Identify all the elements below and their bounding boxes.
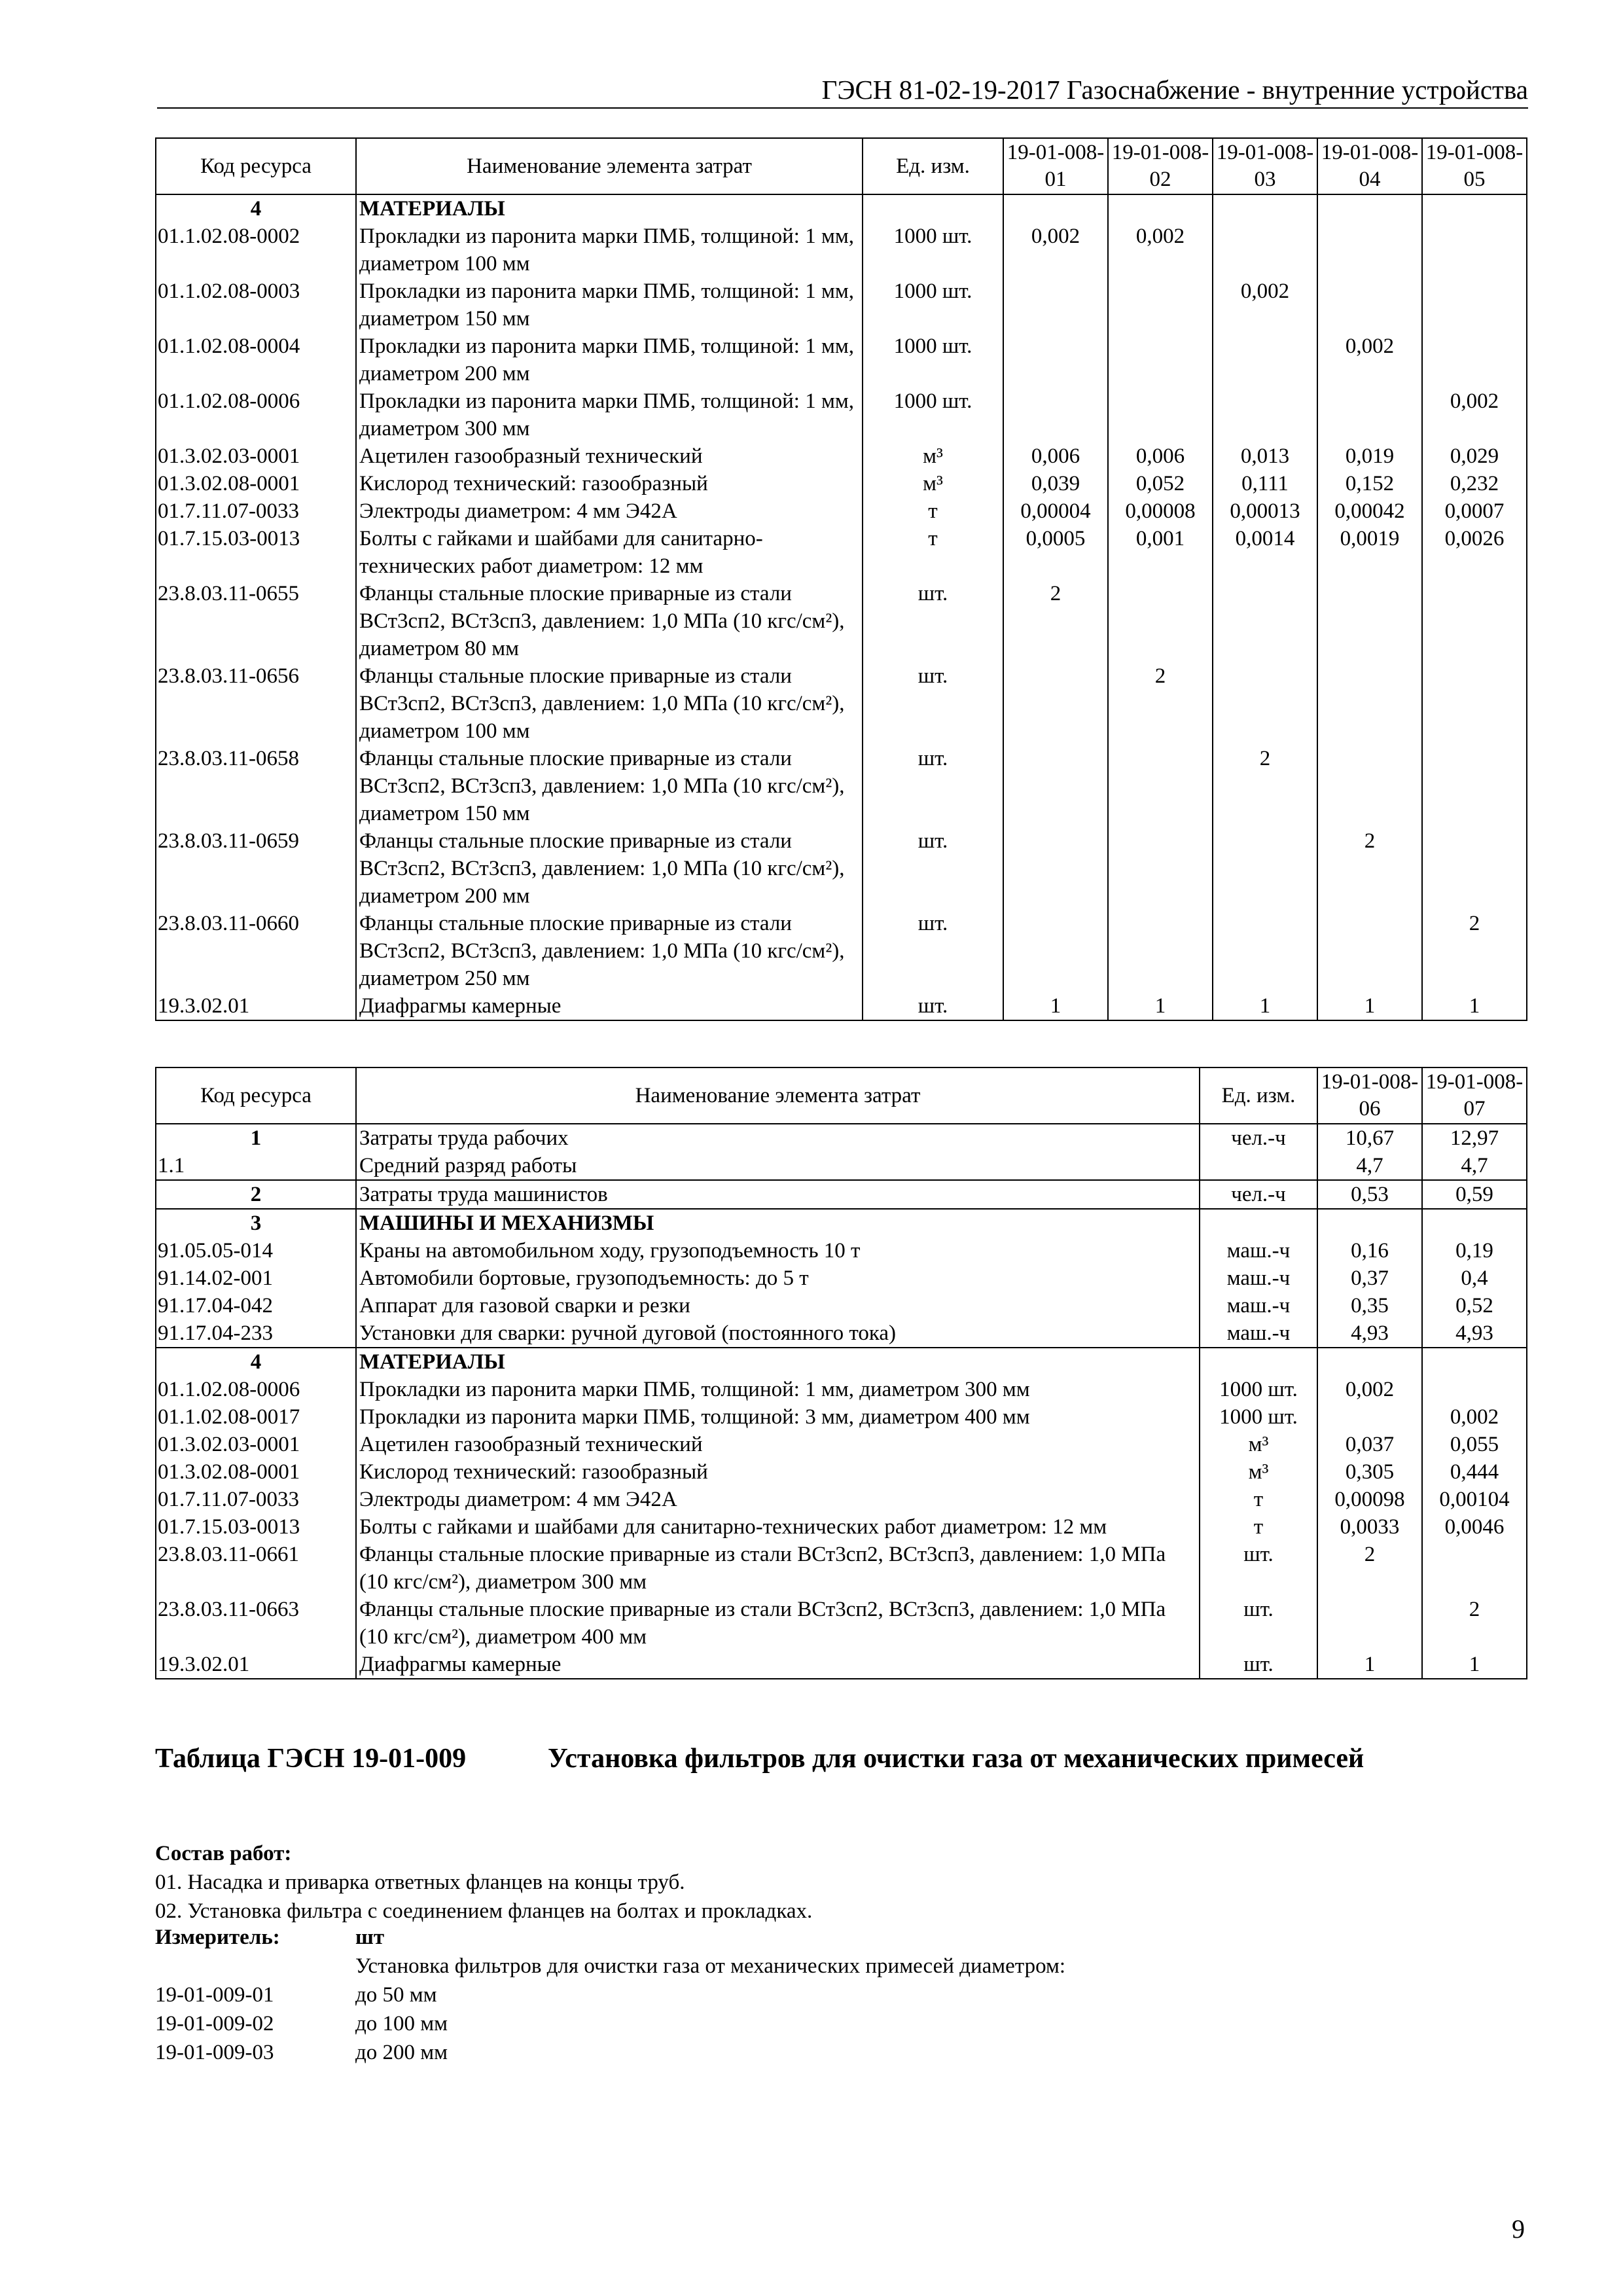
value-cell: 0,052 <box>1108 470 1213 497</box>
value-cell <box>1422 278 1527 332</box>
resource-code: 23.8.03.11-0660 <box>156 910 356 992</box>
value-cell <box>1213 662 1317 745</box>
resource-code: 01.1.02.08-0002 <box>156 223 356 278</box>
value-cell <box>1108 580 1213 662</box>
value-cell: 0,055 <box>1422 1431 1527 1458</box>
resource-name: Ацетилен газообразный технический <box>356 442 863 470</box>
value-cell: 1 <box>1422 992 1527 1020</box>
value-cell: 0,152 <box>1317 470 1422 497</box>
value-cell <box>1003 278 1108 332</box>
item-text: до 100 мм <box>355 2012 448 2036</box>
value-cell <box>1317 910 1422 992</box>
col-header-code: Код ресурса <box>156 138 356 194</box>
works-heading: Состав работ: <box>155 1842 292 1865</box>
value-cell: 0,002 <box>1422 387 1527 442</box>
value-cell: 0,52 <box>1422 1292 1527 1319</box>
unit-cell: 1000 шт. <box>863 278 1003 332</box>
value-cell <box>1213 223 1317 278</box>
resource-code: 91.14.02-001 <box>156 1265 356 1292</box>
resource-code: 01.1.02.08-0006 <box>156 387 356 442</box>
table-row <box>156 1348 1527 1376</box>
running-title: ГЭСН 81-02-19-2017 Газоснабжение - внутренние устройства <box>157 73 1528 109</box>
resource-code: 4 <box>156 194 356 223</box>
value-cell <box>1003 827 1108 910</box>
resource-name: Электроды диаметром: 4 мм Э42А <box>356 497 863 525</box>
value-cell <box>1213 910 1317 992</box>
col-header-norm: 19-01-008-05 <box>1422 138 1527 194</box>
value-cell: 0,029 <box>1422 442 1527 470</box>
resource-name: Кислород технический: газообразный <box>356 1458 1200 1486</box>
item-code: 19-01-009-02 <box>155 2012 274 2036</box>
resource-code: 01.3.02.03-0001 <box>156 442 356 470</box>
unit-cell: шт. <box>863 745 1003 827</box>
value-cell: 0,0019 <box>1317 525 1422 580</box>
unit-cell: м³ <box>1200 1458 1317 1486</box>
table-row <box>156 910 1527 992</box>
resource-code: 91.17.04-233 <box>156 1319 356 1348</box>
page-number: 9 <box>1512 2214 1525 2244</box>
resource-name: Фланцы стальные плоские приварные из стали ВСт3сп2, ВСт3сп3, давлением: 1,0 МПа (10 кгс/см²), диаметром 250 мм <box>356 910 863 992</box>
unit-cell: шт. <box>1200 1651 1317 1679</box>
meter-label: Измеритель: <box>155 1926 280 1949</box>
unit-cell: чел.-ч <box>1200 1124 1317 1152</box>
unit-cell: т <box>863 497 1003 525</box>
value-cell: 0,305 <box>1317 1458 1422 1486</box>
resource-code: 3 <box>156 1209 356 1237</box>
value-cell <box>1003 662 1108 745</box>
resource-code: 01.1.02.08-0017 <box>156 1403 356 1431</box>
value-cell: 1 <box>1003 992 1108 1020</box>
value-cell: 2 <box>1317 827 1422 910</box>
value-cell <box>1317 278 1422 332</box>
unit-cell: маш.-ч <box>1200 1319 1317 1348</box>
resource-code: 23.8.03.11-0656 <box>156 662 356 745</box>
value-cell: 0,00008 <box>1108 497 1213 525</box>
value-cell: 0,00098 <box>1317 1486 1422 1513</box>
unit-cell: т <box>863 525 1003 580</box>
value-cell: 0,002 <box>1422 1403 1527 1431</box>
value-cell: 2 <box>1003 580 1108 662</box>
value-cell: 0,00004 <box>1003 497 1108 525</box>
value-cell <box>1108 278 1213 332</box>
value-cell <box>1317 1348 1422 1376</box>
value-cell: 0,019 <box>1317 442 1422 470</box>
unit-cell: м³ <box>863 442 1003 470</box>
value-cell: 4,7 <box>1422 1152 1527 1180</box>
resource-name: Фланцы стальные плоские приварные из стали ВСт3сп2, ВСт3сп3, давлением: 1,0 МПа (10 кгс/см²), диаметром 150 мм <box>356 745 863 827</box>
table-row <box>156 1292 1527 1319</box>
resource-code: 01.1.02.08-0006 <box>156 1376 356 1403</box>
resource-code: 19.3.02.01 <box>156 1651 356 1679</box>
table-caption: Установка фильтров для очистки газа от механических примесей <box>548 1744 1364 1774</box>
resource-code: 01.1.02.08-0004 <box>156 332 356 387</box>
value-cell: 1 <box>1213 992 1317 1020</box>
value-cell <box>1108 194 1213 223</box>
resource-name: Краны на автомобильном ходу, грузоподъемность 10 т <box>356 1237 1200 1265</box>
table-row <box>156 194 1527 223</box>
value-cell <box>1213 580 1317 662</box>
resource-code: 91.05.05-014 <box>156 1237 356 1265</box>
resource-name: МАТЕРИАЛЫ <box>356 194 863 223</box>
works-item: 02. Установка фильтра с соединением фланцев на болтах и прокладках. <box>155 1899 813 1923</box>
value-cell: 0,232 <box>1422 470 1527 497</box>
unit-cell: м³ <box>863 470 1003 497</box>
table-row <box>156 332 1527 387</box>
value-cell: 0,37 <box>1317 1265 1422 1292</box>
unit-cell: т <box>1200 1513 1317 1541</box>
list-item <box>155 1981 1526 2009</box>
unit-cell: шт. <box>863 827 1003 910</box>
col-header-code: Код ресурса <box>156 1067 356 1124</box>
value-cell: 0,444 <box>1422 1458 1527 1486</box>
table-row <box>156 1376 1527 1403</box>
table-title <box>155 1741 1526 1776</box>
unit-cell: 1000 шт. <box>1200 1403 1317 1431</box>
table-header-row <box>156 1067 1527 1124</box>
value-cell <box>1317 194 1422 223</box>
value-cell: 0,006 <box>1003 442 1108 470</box>
resource-name: Фланцы стальные плоские приварные из стали ВСт3сп2, ВСт3сп3, давлением: 1,0 МПа (10 кгс/см²), диаметром 100 мм <box>356 662 863 745</box>
value-cell: 0,039 <box>1003 470 1108 497</box>
value-cell: 2 <box>1213 745 1317 827</box>
table-row <box>156 1431 1527 1458</box>
value-cell: 0,0046 <box>1422 1513 1527 1541</box>
value-cell: 0,006 <box>1108 442 1213 470</box>
resource-code: 23.8.03.11-0658 <box>156 745 356 827</box>
resource-name: Прокладки из паронита марки ПМБ, толщиной: 1 мм, диаметром 200 мм <box>356 332 863 387</box>
value-cell: 2 <box>1422 1596 1527 1651</box>
item-text: до 200 мм <box>355 2041 448 2064</box>
table-row <box>156 1209 1527 1237</box>
resource-code: 01.3.02.03-0001 <box>156 1431 356 1458</box>
resource-code: 23.8.03.11-0661 <box>156 1541 356 1596</box>
table-row <box>156 745 1527 827</box>
table-row <box>156 1651 1527 1679</box>
value-cell <box>1003 745 1108 827</box>
unit-cell: 1000 шт. <box>863 332 1003 387</box>
table-row <box>156 1513 1527 1541</box>
table-row <box>156 387 1527 442</box>
value-cell: 2 <box>1317 1541 1422 1596</box>
unit-cell: м³ <box>1200 1431 1317 1458</box>
value-cell: 0,002 <box>1317 1376 1422 1403</box>
value-cell: 0,002 <box>1108 223 1213 278</box>
value-cell: 0,16 <box>1317 1237 1422 1265</box>
unit-cell <box>863 194 1003 223</box>
works-composition <box>155 1839 812 1926</box>
value-cell <box>1422 332 1527 387</box>
resource-name: Фланцы стальные плоские приварные из стали ВСт3сп2, ВСт3сп3, давлением: 1,0 МПа (10 кгс/см²), диаметром 80 мм <box>356 580 863 662</box>
unit-cell: т <box>1200 1486 1317 1513</box>
list-item <box>155 2038 1526 2067</box>
value-cell: 0,35 <box>1317 1292 1422 1319</box>
table-number: Таблица ГЭСН 19-01-009 <box>155 1744 467 1774</box>
resource-name: Кислород технический: газообразный <box>356 470 863 497</box>
value-cell <box>1317 580 1422 662</box>
table-row <box>156 1458 1527 1486</box>
resource-name: Аппарат для газовой сварки и резки <box>356 1292 1200 1319</box>
resource-code: 01.7.11.07-0033 <box>156 497 356 525</box>
unit-cell: шт. <box>863 910 1003 992</box>
resource-code: 01.7.11.07-0033 <box>156 1486 356 1513</box>
table-row <box>156 1596 1527 1651</box>
unit-cell: шт. <box>863 992 1003 1020</box>
resource-name: МАТЕРИАЛЫ <box>356 1348 1200 1376</box>
resource-code: 01.7.15.03-0013 <box>156 525 356 580</box>
table-row <box>156 1319 1527 1348</box>
table-body <box>156 1124 1527 1679</box>
value-cell <box>1317 223 1422 278</box>
resource-name: Ацетилен газообразный технический <box>356 1431 1200 1458</box>
item-text: до 50 мм <box>355 1983 437 2007</box>
value-cell <box>1422 1348 1527 1376</box>
value-cell <box>1422 1209 1527 1237</box>
resource-name: Прокладки из паронита марки ПМБ, толщиной: 1 мм, диаметром 300 мм <box>356 1376 1200 1403</box>
value-cell <box>1213 827 1317 910</box>
value-cell: 1 <box>1317 992 1422 1020</box>
resource-name: Установки для сварки: ручной дуговой (постоянного тока) <box>356 1319 1200 1348</box>
table-row <box>156 1541 1527 1596</box>
table-row <box>156 1486 1527 1513</box>
unit-cell <box>1200 1348 1317 1376</box>
resource-code: 23.8.03.11-0655 <box>156 580 356 662</box>
table-row <box>156 525 1527 580</box>
unit-cell: шт. <box>1200 1541 1317 1596</box>
table-row <box>156 497 1527 525</box>
resource-name: Фланцы стальные плоские приварные из стали ВСт3сп2, ВСт3сп3, давлением: 1,0 МПа (10 кгс/см²), диаметром 300 мм <box>356 1541 1200 1596</box>
value-cell: 10,67 <box>1317 1124 1422 1152</box>
value-cell: 0,037 <box>1317 1431 1422 1458</box>
col-header-norm: 19-01-008-01 <box>1003 138 1108 194</box>
item-code: 19-01-009-01 <box>155 1983 274 2007</box>
value-cell <box>1422 580 1527 662</box>
value-cell: 12,97 <box>1422 1124 1527 1152</box>
unit-cell: шт. <box>1200 1596 1317 1651</box>
value-cell <box>1003 910 1108 992</box>
unit-cell: маш.-ч <box>1200 1265 1317 1292</box>
value-cell <box>1108 910 1213 992</box>
resource-name: Прокладки из паронита марки ПМБ, толщиной: 1 мм, диаметром 100 мм <box>356 223 863 278</box>
resource-code: 4 <box>156 1348 356 1376</box>
value-cell: 4,7 <box>1317 1152 1422 1180</box>
value-cell: 0,53 <box>1317 1180 1422 1209</box>
resource-name: Электроды диаметром: 4 мм Э42А <box>356 1486 1200 1513</box>
value-cell: 0,0033 <box>1317 1513 1422 1541</box>
value-cell <box>1422 745 1527 827</box>
item-code: 19-01-009-03 <box>155 2041 274 2064</box>
resource-code: 2 <box>156 1180 356 1209</box>
table-row <box>156 662 1527 745</box>
value-cell <box>1108 827 1213 910</box>
value-cell <box>1422 1541 1527 1596</box>
resource-code: 1 <box>156 1124 356 1152</box>
value-cell <box>1003 332 1108 387</box>
table-row <box>156 1403 1527 1431</box>
value-cell <box>1213 332 1317 387</box>
unit-cell: шт. <box>863 662 1003 745</box>
value-cell: 1 <box>1422 1651 1527 1679</box>
value-cell: 0,002 <box>1213 278 1317 332</box>
unit-cell <box>1200 1209 1317 1237</box>
works-item: 01. Насадка и приварка ответных фланцев на концы труб. <box>155 1871 685 1894</box>
unit-cell: 1000 шт. <box>1200 1376 1317 1403</box>
value-cell: 0,013 <box>1213 442 1317 470</box>
value-cell: 0,002 <box>1003 223 1108 278</box>
value-cell: 4,93 <box>1422 1319 1527 1348</box>
table-row <box>156 1152 1527 1180</box>
value-cell: 0,002 <box>1317 332 1422 387</box>
resource-code: 01.3.02.08-0001 <box>156 470 356 497</box>
resource-name: МАШИНЫ И МЕХАНИЗМЫ <box>356 1209 1200 1237</box>
table-row <box>156 1265 1527 1292</box>
value-cell <box>1213 194 1317 223</box>
table-row <box>156 1124 1527 1152</box>
resource-name: Болты с гайками и шайбами для санитарно-технических работ диаметром: 12 мм <box>356 1513 1200 1541</box>
value-cell: 0,00042 <box>1317 497 1422 525</box>
value-cell: 0,00013 <box>1213 497 1317 525</box>
resource-name: Диафрагмы камерные <box>356 992 863 1020</box>
resource-name: Средний разряд работы <box>356 1152 1200 1180</box>
resource-code: 23.8.03.11-0663 <box>156 1596 356 1651</box>
value-cell: 1 <box>1108 992 1213 1020</box>
resource-code: 19.3.02.01 <box>156 992 356 1020</box>
value-cell: 0,00104 <box>1422 1486 1527 1513</box>
col-header-name: Наименование элемента затрат <box>356 138 863 194</box>
list-item <box>155 2009 1526 2038</box>
value-cell: 0,0014 <box>1213 525 1317 580</box>
resource-table-1 <box>155 137 1527 1021</box>
resource-name: Автомобили бортовые, грузоподъемность: до 5 т <box>356 1265 1200 1292</box>
resource-name: Болты с гайками и шайбами для санитарно-технических работ диаметром: 12 мм <box>356 525 863 580</box>
value-cell: 2 <box>1422 910 1527 992</box>
value-cell <box>1317 387 1422 442</box>
col-header-name: Наименование элемента затрат <box>356 1067 1200 1124</box>
resource-name: Прокладки из паронита марки ПМБ, толщиной: 3 мм, диаметром 400 мм <box>356 1403 1200 1431</box>
resource-name: Фланцы стальные плоские приварные из стали ВСт3сп2, ВСт3сп3, давлением: 1,0 МПа (10 кгс/см²), диаметром 400 мм <box>356 1596 1200 1651</box>
table-row <box>156 827 1527 910</box>
resource-name: Затраты труда рабочих <box>356 1124 1200 1152</box>
resource-name: Диафрагмы камерные <box>356 1651 1200 1679</box>
table-row <box>156 223 1527 278</box>
value-cell: 1 <box>1317 1651 1422 1679</box>
col-header-norm: 19-01-008-03 <box>1213 138 1317 194</box>
value-cell: 0,4 <box>1422 1265 1527 1292</box>
value-cell <box>1317 1596 1422 1651</box>
value-cell: 0,0026 <box>1422 525 1527 580</box>
resource-code: 01.1.02.08-0003 <box>156 278 356 332</box>
value-cell <box>1422 194 1527 223</box>
unit-cell <box>1200 1152 1317 1180</box>
value-cell <box>1108 332 1213 387</box>
col-header-unit: Ед. изм. <box>1200 1067 1317 1124</box>
resource-code: 91.17.04-042 <box>156 1292 356 1319</box>
col-header-norm: 19-01-008-02 <box>1108 138 1213 194</box>
resource-name: Прокладки из паронита марки ПМБ, толщиной: 1 мм, диаметром 300 мм <box>356 387 863 442</box>
col-header-unit: Ед. изм. <box>863 138 1003 194</box>
meter-block <box>155 1923 1526 2067</box>
value-cell: 0,0007 <box>1422 497 1527 525</box>
value-cell: 4,93 <box>1317 1319 1422 1348</box>
unit-cell: маш.-ч <box>1200 1292 1317 1319</box>
table-row <box>156 1180 1527 1209</box>
value-cell <box>1213 387 1317 442</box>
value-cell <box>1108 387 1213 442</box>
value-cell <box>1003 387 1108 442</box>
table-row <box>156 442 1527 470</box>
value-cell: 0,0005 <box>1003 525 1108 580</box>
col-header-norm: 19-01-008-07 <box>1422 1067 1527 1124</box>
value-cell: 2 <box>1108 662 1213 745</box>
meter-unit: шт <box>355 1926 385 1949</box>
value-cell <box>1422 662 1527 745</box>
unit-cell: шт. <box>863 580 1003 662</box>
table-row <box>156 580 1527 662</box>
value-cell: 0,59 <box>1422 1180 1527 1209</box>
resource-name: Фланцы стальные плоские приварные из стали ВСт3сп2, ВСт3сп3, давлением: 1,0 МПа (10 кгс/см²), диаметром 200 мм <box>356 827 863 910</box>
value-cell <box>1317 1209 1422 1237</box>
meter-description: Установка фильтров для очистки газа от механических примесей диаметром: <box>355 1954 1066 1978</box>
resource-name: Прокладки из паронита марки ПМБ, толщиной: 1 мм, диаметром 150 мм <box>356 278 863 332</box>
resource-code: 01.3.02.08-0001 <box>156 1458 356 1486</box>
resource-name: Затраты труда машинистов <box>356 1180 1200 1209</box>
resource-code: 01.7.15.03-0013 <box>156 1513 356 1541</box>
value-cell <box>1422 827 1527 910</box>
table-body <box>156 194 1527 1020</box>
unit-cell: маш.-ч <box>1200 1237 1317 1265</box>
value-cell <box>1317 662 1422 745</box>
resource-table-2 <box>155 1067 1527 1679</box>
table-row <box>156 1237 1527 1265</box>
resource-code: 23.8.03.11-0659 <box>156 827 356 910</box>
unit-cell: 1000 шт. <box>863 223 1003 278</box>
value-cell: 0,001 <box>1108 525 1213 580</box>
table-row <box>156 470 1527 497</box>
table-row <box>156 278 1527 332</box>
resource-code: 1.1 <box>156 1152 356 1180</box>
value-cell: 0,19 <box>1422 1237 1527 1265</box>
unit-cell: 1000 шт. <box>863 387 1003 442</box>
col-header-norm: 19-01-008-04 <box>1317 138 1422 194</box>
table-row <box>156 992 1527 1020</box>
unit-cell: чел.-ч <box>1200 1180 1317 1209</box>
value-cell: 0,111 <box>1213 470 1317 497</box>
value-cell <box>1317 1403 1422 1431</box>
value-cell <box>1317 745 1422 827</box>
value-cell <box>1422 1376 1527 1403</box>
table-header-row <box>156 138 1527 194</box>
col-header-norm: 19-01-008-06 <box>1317 1067 1422 1124</box>
value-cell <box>1108 745 1213 827</box>
value-cell <box>1003 194 1108 223</box>
value-cell <box>1422 223 1527 278</box>
